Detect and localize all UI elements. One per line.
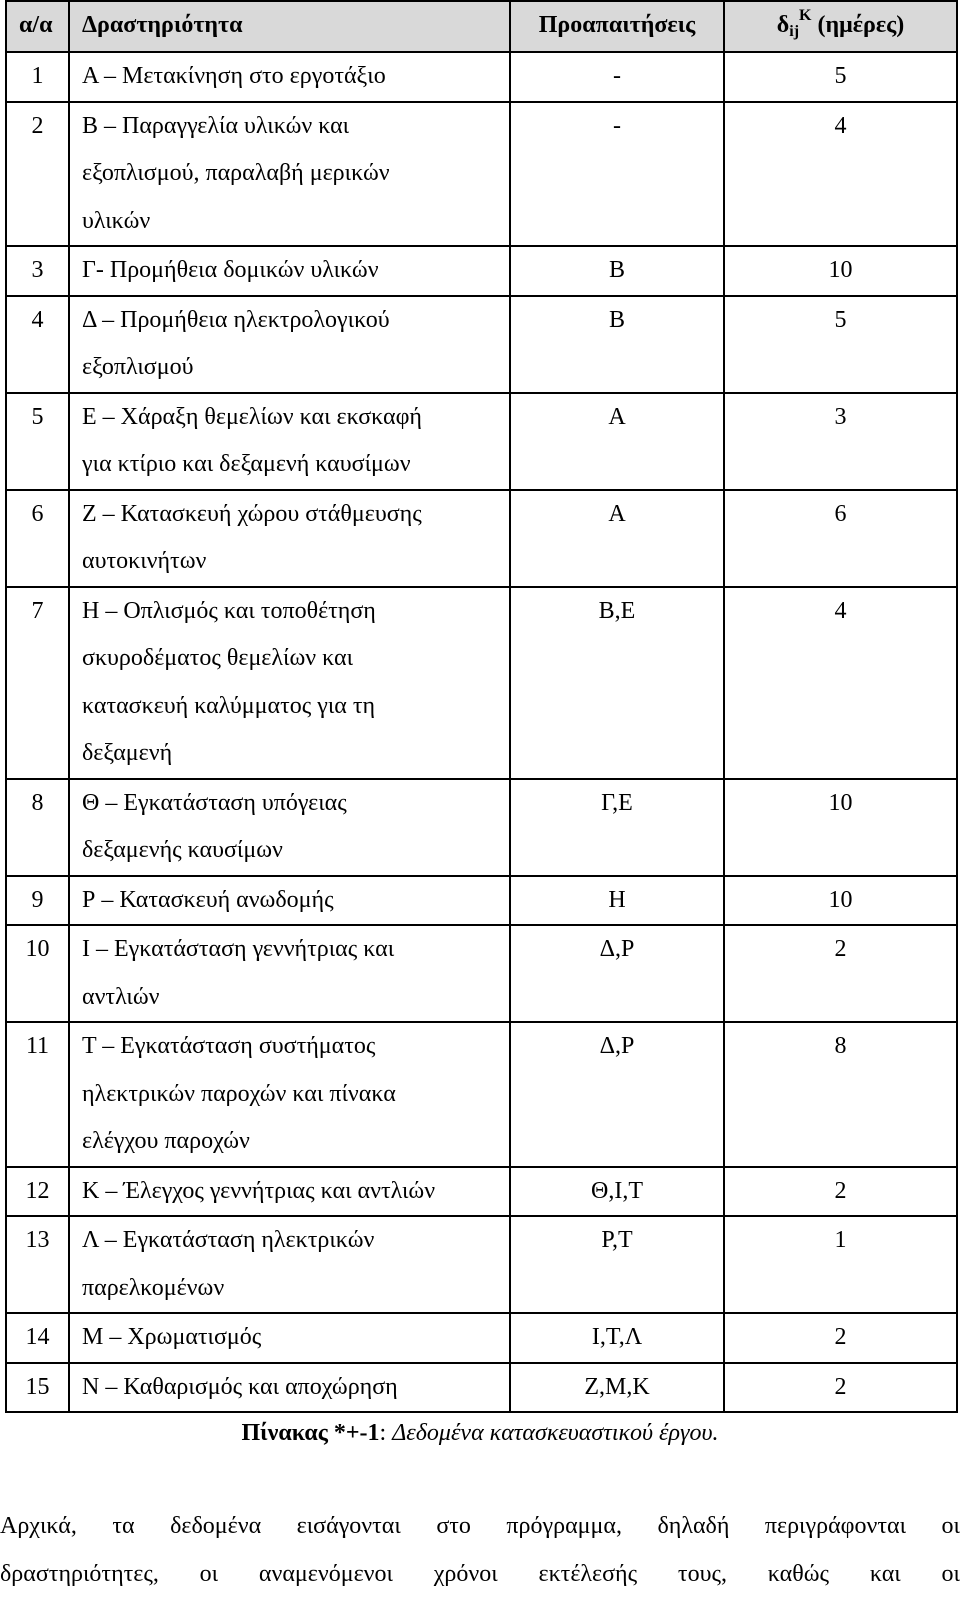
activities-table [5,0,958,1413]
row-prerequisites: Δ,Ρ [510,1022,724,1167]
row-number: 6 [6,490,69,587]
row-duration: 10 [724,876,957,926]
row-number: 4 [6,296,69,393]
row-duration: 5 [724,52,957,102]
table-row [6,102,957,247]
activity-line: για κτίριο και δεξαμενή καυσίμων [82,451,411,477]
activity-line: Η – Οπλισμός και τοποθέτηση [82,597,376,624]
row-number: 13 [6,1216,69,1313]
row-prerequisites: Θ,Ι,Τ [510,1167,724,1217]
activity-line: κατασκευή καλύμματος για τη [82,692,376,719]
activity-line: Β – Παραγγελία υλικών και [82,112,350,139]
table-row [6,925,957,1022]
row-activity [69,246,510,296]
row-duration: 5 [724,296,957,393]
row-duration: 1 [724,1216,957,1313]
row-activity [69,1313,510,1363]
activity-line: Ρ – Κατασκευή ανωδομής [82,886,334,913]
activity-line: δεξαμενή [82,740,173,766]
table-caption [0,1420,960,1447]
duration-unit: (ημέρες) [811,12,905,38]
row-prerequisites: Η [510,876,724,926]
activity-line: αυτοκινήτων [82,548,207,574]
activity-line: Ζ – Κατασκευή χώρου στάθμευσης [82,500,422,527]
row-prerequisites: Β [510,296,724,393]
activity-line: Γ- Προμήθεια δομικών υλικών [82,257,379,283]
row-activity [69,52,510,102]
table-row [6,1363,957,1413]
row-duration: 8 [724,1022,957,1167]
activity-line: Ε – Χάραξη θεμελίων και εκσκαφή [82,403,422,430]
header-activity: Δραστηριότητα [69,1,510,52]
table-row [6,1313,957,1363]
row-activity [69,490,510,587]
row-number: 12 [6,1167,69,1217]
activity-line: ηλεκτρικών παροχών και πίνακα [82,1080,396,1107]
row-duration: 4 [724,102,957,247]
row-duration: 10 [724,779,957,876]
row-number: 9 [6,876,69,926]
activity-line: Ι – Εγκατάσταση γεννήτριας και [82,936,395,962]
row-duration: 4 [724,587,957,779]
row-duration: 10 [724,246,957,296]
table-row [6,587,957,779]
row-duration: 2 [724,1167,957,1217]
duration-subscript: ij [789,23,800,40]
row-number: 10 [6,925,69,1022]
row-activity [69,1022,510,1167]
caption-text: Δεδομένα κατασκευαστικού έργου. [392,1420,719,1446]
row-prerequisites: - [510,52,724,102]
header-prerequisites: Προαπαιτήσεις [510,1,724,52]
table-body [6,52,957,1412]
header-duration [724,1,957,52]
paragraph-line: δραστηριότητες, οι αναμενόμενοι χρόνοι εκτέλεσής τους, καθώς και οι [0,1561,960,1587]
row-number: 5 [6,393,69,490]
row-prerequisites: Ρ,Τ [510,1216,724,1313]
activity-line: Κ – Έλεγχος γεννήτριας και αντλιών [82,1177,436,1204]
body-paragraph [0,1502,960,1598]
activity-line: αντλιών [82,983,160,1010]
table-row [6,1216,957,1313]
row-activity [69,1167,510,1217]
activity-line: παρελκομένων [82,1274,225,1301]
row-prerequisites: Ι,Τ,Λ [510,1313,724,1363]
row-number: 15 [6,1363,69,1413]
row-number: 7 [6,587,69,779]
row-number: 11 [6,1022,69,1167]
row-prerequisites: Β,Ε [510,587,724,779]
row-activity [69,296,510,393]
duration-symbol: δ [776,12,790,38]
activity-line: εξοπλισμού [82,354,194,380]
table-row [6,246,957,296]
table-row [6,1022,957,1167]
table-header-row [6,1,957,52]
table-row [6,779,957,876]
row-activity [69,102,510,247]
row-prerequisites: Γ,Ε [510,779,724,876]
row-activity [69,1363,510,1413]
row-activity [69,393,510,490]
row-duration: 2 [724,925,957,1022]
row-activity [69,925,510,1022]
table-row [6,490,957,587]
caption-label: Πίνακας *+-1 [241,1420,380,1446]
row-duration: 3 [724,393,957,490]
row-duration: 2 [724,1363,957,1413]
table-row [6,296,957,393]
row-number: 3 [6,246,69,296]
table-row [6,1167,957,1217]
paragraph-line: Αρχικά, τα δεδομένα εισάγονται στο πρόγραμμα, δηλαδή περιγράφονται οι [0,1513,960,1539]
activity-line: Α – Μετακίνηση στο εργοτάξιο [82,63,386,89]
row-number: 14 [6,1313,69,1363]
activity-line: σκυροδέματος θεμελίων και [82,645,354,671]
row-prerequisites: Β [510,246,724,296]
row-prerequisites: Ζ,Μ,Κ [510,1363,724,1413]
row-prerequisites: Α [510,490,724,587]
row-activity [69,1216,510,1313]
activity-line: υλικών [82,207,151,234]
row-prerequisites: Δ,Ρ [510,925,724,1022]
row-number: 1 [6,52,69,102]
activity-line: Θ – Εγκατάσταση υπόγειας [82,789,347,816]
activity-line: δεξαμενής καυσίμων [82,837,283,863]
row-number: 2 [6,102,69,247]
activity-line: Δ – Προμήθεια ηλεκτρολογικού [82,306,390,333]
row-activity [69,876,510,926]
row-number: 8 [6,779,69,876]
activity-line: εξοπλισμού, παραλαβή μερικών [82,160,390,186]
table-row [6,876,957,926]
row-duration: 2 [724,1313,957,1363]
table-row [6,52,957,102]
row-activity [69,779,510,876]
row-activity [69,587,510,779]
duration-superscript: K [799,7,812,24]
row-duration: 6 [724,490,957,587]
row-prerequisites: - [510,102,724,247]
table-row [6,393,957,490]
activity-line: Μ – Χρωματισμός [82,1324,262,1350]
caption-separator: : [379,1420,393,1446]
activity-line: Ν – Καθαρισμός και αποχώρηση [82,1373,398,1400]
activity-line: Τ – Εγκατάσταση συστήματος [82,1033,376,1059]
row-prerequisites: Α [510,393,724,490]
activity-line: ελέγχου παροχών [82,1128,250,1154]
header-number: α/α [6,1,69,52]
activity-line: Λ – Εγκατάσταση ηλεκτρικών [82,1227,375,1253]
